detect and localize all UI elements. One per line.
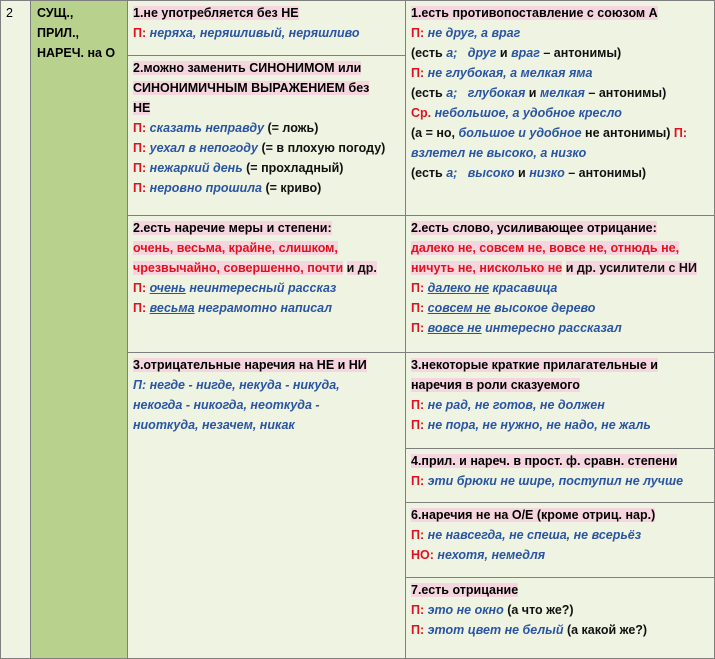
- example-text: не навсегда, не спеша, не всерьёз: [427, 528, 642, 542]
- example-text: нехотя, немедля: [437, 548, 546, 562]
- example-text: не глубокая, а мелкая яма: [427, 66, 593, 80]
- section-title: 2.есть наречие меры и степени:: [133, 221, 332, 235]
- section-title: 6.наречия не на О/Е (кроме отриц. нар.): [411, 508, 656, 522]
- example-text: неряха, неряшливый, неряшливо: [149, 26, 360, 40]
- example-prefix: П:: [411, 66, 425, 80]
- note-open: (есть: [411, 166, 443, 180]
- example-intensifier: весьма: [149, 301, 195, 315]
- section-title: 1.есть противопоставление с союзом А: [411, 6, 658, 20]
- example-prefix: П:: [411, 418, 425, 432]
- example-text: красавица: [488, 281, 558, 295]
- example-prefix: П:: [411, 528, 425, 542]
- note-and: и: [499, 46, 508, 60]
- left-section-4: [127, 352, 406, 659]
- category-line-2: ПРИЛ.,: [37, 26, 80, 40]
- example-prefix: П:: [133, 26, 147, 40]
- example-prefix: П:: [411, 398, 425, 412]
- section-title: 2.можно заменить СИНОНИМОМ или: [133, 61, 362, 75]
- note-open: (а = но,: [411, 126, 456, 140]
- intensifier-tail: и др. усилители с НИ: [565, 261, 697, 275]
- example-text: неинтересный рассказ: [185, 281, 337, 295]
- example-note: (а что же?): [507, 603, 574, 617]
- right-section-5: [405, 502, 715, 578]
- left-section-3: [127, 215, 406, 353]
- example-prefix: П:: [411, 281, 425, 295]
- example-note: (= ложь): [267, 121, 319, 135]
- section-title: 3.отрицательные наречия на НЕ и НИ: [133, 358, 367, 372]
- right-section-1: [405, 0, 715, 216]
- example-text: интересно рассказал: [481, 321, 622, 335]
- example-prefix: П:: [133, 141, 147, 155]
- example-intensifier: вовсе не: [427, 321, 482, 335]
- example-text: не друг, а враг: [427, 26, 521, 40]
- example-prefix: П:: [673, 126, 688, 140]
- section-title: 2.есть слово, усиливающее отрицание:: [411, 221, 657, 235]
- example-text: эти брюки не шире, поступил не лучше: [427, 474, 684, 488]
- example-note: (= прохладный): [246, 161, 344, 175]
- example-note: (= криво): [265, 181, 322, 195]
- example-prefix: Ср.: [411, 106, 432, 120]
- example-text: не пора, не нужно, не надо, не жаль: [427, 418, 651, 432]
- section-title: СИНОНИМИЧНЫМ ВЫРАЖЕНИЕМ без: [133, 81, 370, 95]
- example-text: уехал в непогоду: [149, 141, 258, 155]
- example-prefix: П:: [411, 321, 425, 335]
- example-prefix: П:: [133, 301, 147, 315]
- note-open: (есть: [411, 86, 443, 100]
- example-intensifier: совсем не: [427, 301, 491, 315]
- right-section-6: [405, 577, 715, 659]
- note-close: – антонимы): [588, 86, 667, 100]
- note-word: большое и удобное: [458, 126, 582, 140]
- note-conj: а;: [446, 86, 458, 100]
- section-title: 3.некоторые краткие прилагательные и: [411, 358, 658, 372]
- note-close: – антонимы): [568, 166, 647, 180]
- example-prefix: П:: [411, 603, 425, 617]
- intensifier-list: чрезвычайно, совершенно, почти: [133, 261, 344, 275]
- intensifier-tail: и др.: [346, 261, 377, 275]
- example-text: нежаркий день: [149, 161, 243, 175]
- example-text: неровно прошила: [149, 181, 263, 195]
- row-number: 2: [6, 6, 13, 20]
- note-word: друг: [467, 46, 497, 60]
- example-prefix: НО:: [411, 548, 434, 562]
- example-prefix: П:: [133, 281, 147, 295]
- example-text: П: негде - нигде, некуда - никуда,: [133, 378, 340, 392]
- note-close: не антонимы): [585, 126, 671, 140]
- example-prefix: П:: [411, 623, 425, 637]
- note-and: и: [518, 166, 526, 180]
- section-title: наречия в роли сказуемого: [411, 378, 580, 392]
- category-line-1: СУЩ.,: [37, 6, 74, 20]
- example-prefix: П:: [133, 121, 147, 135]
- example-text: неграмотно написал: [194, 301, 333, 315]
- category-line-3: НАРЕЧ. на О: [37, 46, 116, 60]
- left-section-2: [127, 55, 406, 216]
- note-word: глубокая: [467, 86, 526, 100]
- example-prefix: П:: [133, 181, 147, 195]
- example-note: (= в плохую погоду): [261, 141, 386, 155]
- example-intensifier: далеко не: [427, 281, 489, 295]
- intensifier-list: далеко не, совсем не, вовсе не, отнюдь не,: [411, 241, 680, 255]
- note-word: враг: [511, 46, 540, 60]
- example-text: это не окно: [427, 603, 504, 617]
- note-open: (есть: [411, 46, 443, 60]
- row-number-cell: [0, 0, 31, 659]
- section-title: 1.не употребляется без НЕ: [133, 6, 299, 20]
- example-text: высокое дерево: [490, 301, 596, 315]
- example-prefix: П:: [133, 161, 147, 175]
- example-text: этот цвет не белый: [427, 623, 564, 637]
- example-text: взлетел не высоко, а низко: [411, 146, 587, 160]
- right-section-4: [405, 448, 715, 503]
- intensifier-list: очень, весьма, крайне, слишком,: [133, 241, 338, 255]
- example-prefix: П:: [411, 26, 425, 40]
- note-conj: а;: [446, 46, 458, 60]
- example-note: (а какой же?): [566, 623, 648, 637]
- note-word: высоко: [467, 166, 515, 180]
- note-conj: а;: [446, 166, 458, 180]
- example-prefix: П:: [411, 474, 425, 488]
- right-section-3: [405, 352, 715, 449]
- category-cell: [30, 0, 128, 659]
- example-intensifier: очень: [149, 281, 186, 295]
- left-section-1: [127, 0, 406, 56]
- example-prefix: П:: [411, 301, 425, 315]
- example-text: ниоткуда, незачем, никак: [133, 418, 295, 432]
- example-text: не рад, не готов, не должен: [427, 398, 605, 412]
- section-title: НЕ: [133, 101, 151, 115]
- example-text: сказать неправду: [149, 121, 265, 135]
- intensifier-list: ничуть не, нисколько не: [411, 261, 563, 275]
- note-word: низко: [529, 166, 565, 180]
- note-close: – антонимы): [543, 46, 622, 60]
- right-section-2: [405, 215, 715, 353]
- note-word: мелкая: [539, 86, 585, 100]
- example-text: некогда - никогда, неоткуда -: [133, 398, 320, 412]
- note-and: и: [528, 86, 537, 100]
- example-text: небольшое, а удобное кресло: [434, 106, 622, 120]
- section-title: 4.прил. и нареч. в прост. ф. сравн. степени: [411, 454, 678, 468]
- section-title: 7.есть отрицание: [411, 583, 519, 597]
